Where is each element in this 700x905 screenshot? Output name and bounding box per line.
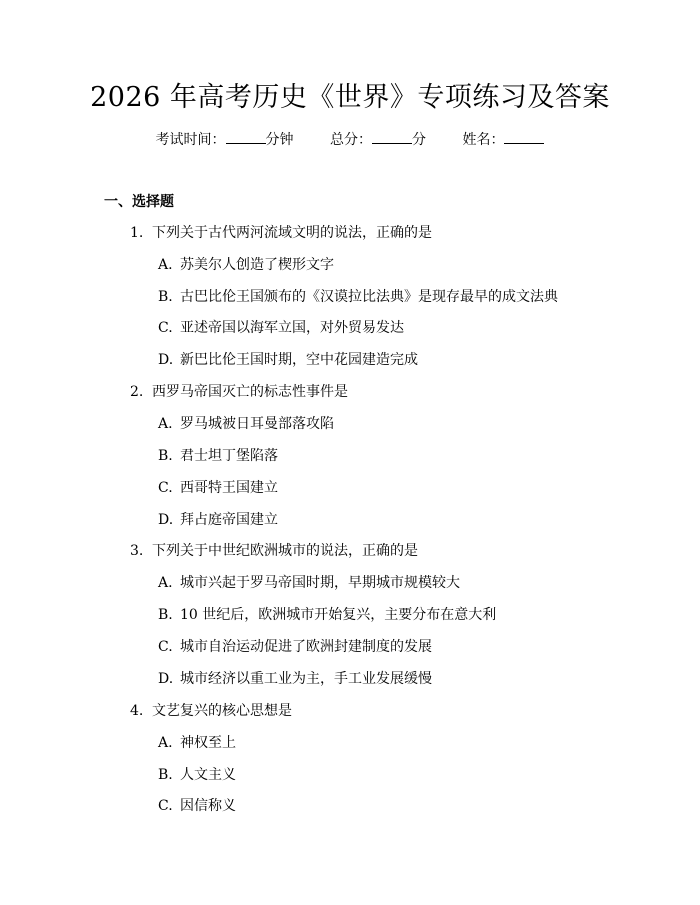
option-letter: D. [158,352,174,368]
option-letter: B. [158,767,173,783]
section-heading: 一、选择题 [104,194,174,210]
question-4 [130,701,292,721]
option-text: 城市兴起于罗马帝国时期，早期城市规模较大 [180,575,460,591]
option-letter: B. [158,448,173,464]
option-text: 城市自治运动促进了欧洲封建制度的发展 [180,639,432,655]
option-text: 神权至上 [180,735,236,751]
question-number: 2. [130,384,144,400]
option-text: 君士坦丁堡陷落 [180,448,278,464]
option-1a [158,255,334,275]
option-text: 城市经济以重工业为主，手工业发展缓慢 [180,671,432,687]
option-text: 新巴比伦王国时期，空中花园建造完成 [180,352,418,368]
option-letter: C. [158,639,173,655]
option-1d [158,350,418,370]
option-2d [158,510,278,530]
option-text: 苏美尔人创造了楔形文字 [180,257,334,273]
question-text: 西罗马帝国灭亡的标志性事件是 [152,384,348,400]
option-3c [158,637,432,657]
question-number: 1. [130,225,144,241]
option-text: 人文主义 [180,767,236,783]
question-number: 4. [130,703,144,719]
option-3a [158,573,460,593]
option-text: 亚述帝国以海军立国，对外贸易发达 [180,320,404,336]
option-4b [158,765,236,785]
total-score-label: 总分： [330,132,372,148]
option-text: 古巴比伦王国颁布的《汉谟拉比法典》是现存最早的成文法典 [180,289,558,305]
option-letter: B. [158,289,173,305]
total-score-blank [372,131,412,144]
option-text: 拜占庭帝国建立 [180,512,278,528]
name-blank [504,131,544,144]
exam-time-unit: 分钟 [265,132,294,148]
exam-time-label: 考试时间： [155,132,226,148]
total-score-field [330,130,426,150]
question-2 [130,382,348,402]
question-text: 文艺复兴的核心思想是 [152,703,292,719]
option-4c [158,796,236,816]
option-3d [158,669,432,689]
option-text: 10 世纪后，欧洲城市开始复兴，主要分布在意大利 [180,607,497,623]
option-1b [158,287,558,307]
option-letter: B. [158,607,173,623]
exam-time-field [156,130,294,150]
option-text: 罗马城被日耳曼部落攻陷 [180,416,334,432]
total-score-unit: 分 [412,132,426,148]
question-3 [130,541,418,561]
option-letter: A. [158,575,173,591]
option-2a [158,414,334,434]
option-2b [158,446,278,466]
option-4a [158,733,236,753]
option-letter: C. [158,798,173,814]
option-1c [158,318,404,338]
option-letter: A. [158,257,173,273]
option-2c [158,478,278,498]
name-label: 姓名： [462,132,505,148]
option-letter: D. [158,512,174,528]
option-letter: D. [158,671,174,687]
option-letter: C. [158,480,173,496]
name-field [462,130,544,150]
exam-info-line [0,130,700,150]
option-letter: A. [158,416,173,432]
exam-time-blank [226,131,266,144]
question-text: 下列关于古代两河流域文明的说法，正确的是 [152,225,432,241]
question-number: 3. [130,543,144,559]
question-text: 下列关于中世纪欧洲城市的说法，正确的是 [152,543,418,559]
option-letter: C. [158,320,173,336]
option-text: 西哥特王国建立 [180,480,278,496]
option-letter: A. [158,735,173,751]
question-1 [130,223,432,243]
option-text: 因信称义 [180,798,236,814]
document-title: 2026 年高考历史《世界》专项练习及答案 [90,82,610,113]
option-3b [158,605,496,625]
